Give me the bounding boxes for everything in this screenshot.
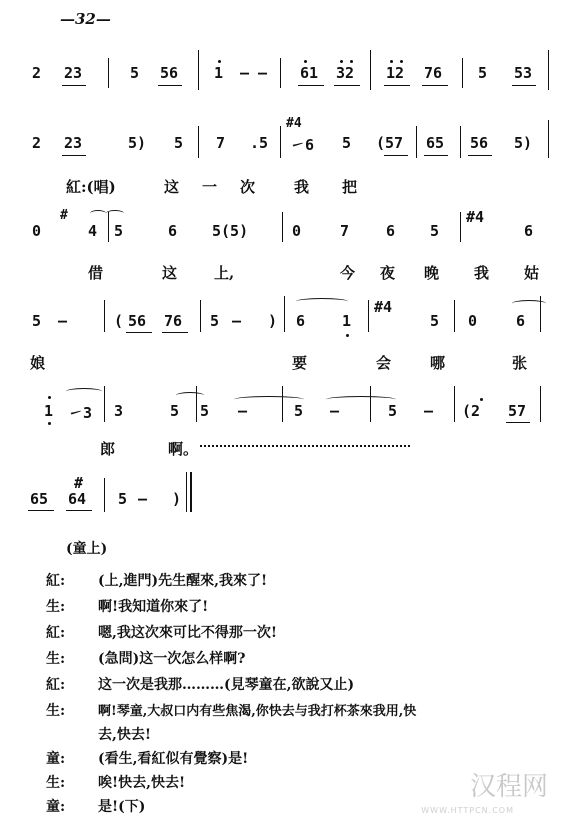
note: 4 bbox=[88, 222, 98, 240]
page-number: —32— bbox=[60, 10, 111, 28]
note: #4 bbox=[374, 298, 393, 316]
note: (57 bbox=[376, 134, 404, 152]
note: 65 bbox=[426, 134, 445, 152]
note: 0 bbox=[292, 222, 302, 240]
note: 61 bbox=[300, 64, 319, 82]
note: (2 bbox=[462, 402, 481, 420]
note: 12 bbox=[386, 64, 405, 82]
note: 5 bbox=[294, 402, 304, 420]
dialogue-line: (上,進門)先生醒來,我來了! bbox=[98, 573, 268, 589]
note: 64 bbox=[68, 490, 87, 508]
lyric: 娘 bbox=[30, 354, 46, 372]
note: — bbox=[424, 402, 434, 420]
lyric: 一 bbox=[202, 178, 218, 196]
lyric: 张 bbox=[512, 354, 528, 372]
note: .5 bbox=[250, 134, 269, 152]
lyric: 借 bbox=[88, 264, 104, 282]
note: 0 bbox=[468, 312, 478, 330]
note: 5 bbox=[430, 222, 440, 240]
note: 2 bbox=[32, 64, 42, 82]
note: 5 bbox=[200, 402, 210, 420]
note: 7 bbox=[216, 134, 226, 152]
lyric: 次 bbox=[240, 178, 256, 196]
note: 32 bbox=[336, 64, 355, 82]
dialogue-line: 嗯,我这次來可比不得那一次! bbox=[98, 625, 278, 641]
dialogue-line: 这一次是我那………(見琴童在,欲說又止) bbox=[98, 677, 355, 693]
lyric: 会 bbox=[376, 354, 392, 372]
note: 6 bbox=[296, 312, 306, 330]
dialogue-line: 是!(下) bbox=[98, 799, 146, 815]
note: — bbox=[232, 312, 242, 330]
lyric: 晚 bbox=[424, 264, 440, 282]
note: 56 bbox=[128, 312, 147, 330]
dialogue-speaker: 紅: bbox=[46, 573, 66, 589]
note: 1 bbox=[44, 402, 54, 420]
note: — bbox=[58, 312, 68, 330]
dialogue-line: 唉!快去,快去! bbox=[98, 775, 186, 791]
dialogue-speaker: 生: bbox=[46, 599, 66, 615]
lyric: 夜 bbox=[380, 264, 396, 282]
note: 2 bbox=[32, 134, 42, 152]
note: 5 bbox=[114, 222, 124, 240]
dialogue-line: (急問)这一次怎么样啊? bbox=[98, 651, 246, 667]
note: 23 bbox=[64, 134, 83, 152]
note: 5 bbox=[342, 134, 352, 152]
note: 1 bbox=[342, 312, 352, 330]
note: 5 bbox=[130, 64, 140, 82]
lyric: 我 bbox=[474, 264, 490, 282]
dialogue-line: 去,快去! bbox=[98, 727, 152, 743]
note: 1 bbox=[214, 64, 224, 82]
note: 56 bbox=[160, 64, 179, 82]
note: 5 bbox=[388, 402, 398, 420]
note: — bbox=[258, 64, 268, 82]
note: 5 bbox=[210, 312, 220, 330]
note: 5) bbox=[128, 134, 147, 152]
note: # bbox=[74, 474, 84, 492]
watermark-logo: 汉程网 bbox=[469, 772, 548, 802]
lyric: 紅:(唱) bbox=[66, 178, 116, 196]
dialogue-line: 啊!我知道你來了! bbox=[98, 599, 209, 615]
note: ( bbox=[114, 312, 124, 330]
note: 5 bbox=[174, 134, 184, 152]
note: ) bbox=[172, 490, 182, 508]
note: 0 bbox=[32, 222, 42, 240]
lyric: 这 bbox=[162, 264, 178, 282]
note: 5 bbox=[170, 402, 180, 420]
note: 6 bbox=[516, 312, 526, 330]
note: 5(5) bbox=[212, 222, 249, 240]
note: 5 bbox=[118, 490, 128, 508]
lyric: 今 bbox=[340, 264, 356, 282]
lyric: 我 bbox=[294, 178, 310, 196]
watermark-url: WWW.HTTPCN.COM bbox=[421, 806, 514, 815]
note: #4 bbox=[286, 116, 302, 131]
note: 5 bbox=[478, 64, 488, 82]
note: # bbox=[60, 208, 68, 223]
dialogue-line: (看生,看紅似有覺察)是! bbox=[98, 751, 249, 767]
lyric: 哪 bbox=[430, 354, 446, 372]
note: — bbox=[330, 402, 340, 420]
note: 57 bbox=[508, 402, 527, 420]
note: — bbox=[238, 402, 248, 420]
note: 6 bbox=[386, 222, 396, 240]
note: ㇀3 bbox=[68, 404, 93, 422]
lyric: 郎 bbox=[100, 440, 116, 458]
note: 76 bbox=[424, 64, 443, 82]
lyric: 这 bbox=[164, 178, 180, 196]
dialogue-speaker: 生: bbox=[46, 775, 66, 791]
note: #4 bbox=[466, 208, 485, 226]
note: 76 bbox=[164, 312, 183, 330]
note: — bbox=[138, 490, 148, 508]
note: 5 bbox=[32, 312, 42, 330]
note: 6 bbox=[524, 222, 534, 240]
note: 5 bbox=[430, 312, 440, 330]
continuation-dots bbox=[200, 445, 410, 447]
note: 3 bbox=[114, 402, 124, 420]
dialogue-speaker: 童: bbox=[46, 751, 66, 767]
note: ㇀6 bbox=[290, 136, 315, 154]
note: 65 bbox=[30, 490, 49, 508]
dialogue-line: 啊!琴童,大叔口内有些焦渴,你快去与我打杯茶來我用,快 bbox=[98, 704, 417, 719]
dialogue-speaker: 紅: bbox=[46, 677, 66, 693]
note: 7 bbox=[340, 222, 350, 240]
dialogue-speaker: 生: bbox=[46, 651, 66, 667]
note: — bbox=[240, 64, 250, 82]
lyric: 要 bbox=[292, 354, 308, 372]
dialogue-speaker: 紅: bbox=[46, 625, 66, 641]
note: 53 bbox=[514, 64, 533, 82]
note: 5) bbox=[514, 134, 533, 152]
note: 23 bbox=[64, 64, 83, 82]
dialogue-speaker: 童: bbox=[46, 799, 66, 815]
lyric: 啊。 bbox=[168, 440, 199, 458]
note: ) bbox=[268, 312, 278, 330]
stage-direction: (童上) bbox=[66, 541, 108, 557]
dialogue-speaker: 生: bbox=[46, 703, 66, 719]
note: 56 bbox=[470, 134, 489, 152]
lyric: 把 bbox=[342, 178, 358, 196]
note: 6 bbox=[168, 222, 178, 240]
lyric: 上, bbox=[214, 264, 235, 282]
lyric: 姑 bbox=[524, 264, 540, 282]
